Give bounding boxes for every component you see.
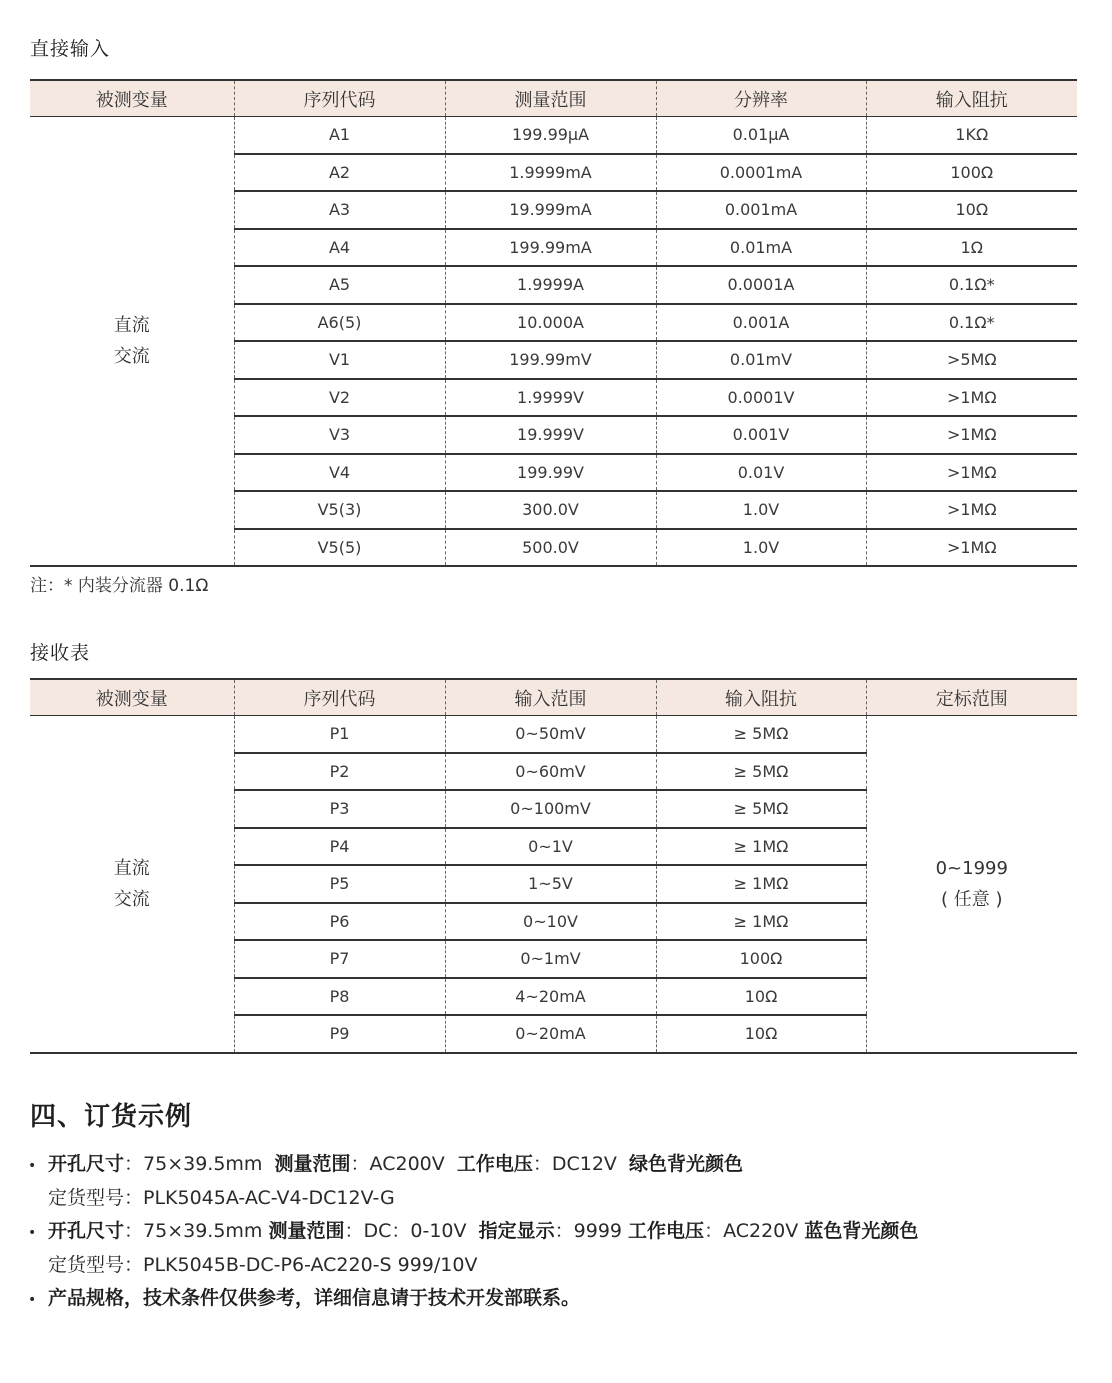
table-cell: 0.1Ω* xyxy=(866,266,1077,304)
table-cell: 0.01mV xyxy=(656,341,866,379)
table-cell: 0.01mA xyxy=(656,229,866,267)
direct-input-table xyxy=(30,79,1077,567)
table-cell: 0.01V xyxy=(656,454,866,492)
group-label-ac: 交流 xyxy=(113,888,150,910)
calibration-range-value: 0~1999 xyxy=(935,857,1008,879)
table-cell: V2 xyxy=(234,379,445,417)
table-cell: 0.001A xyxy=(656,304,866,342)
bullet-icon: • xyxy=(28,1225,37,1241)
header-cell: 分辨率 xyxy=(656,80,866,117)
table-cell: 0.001V xyxy=(656,416,866,454)
group-label-dc: 直流 xyxy=(113,315,150,336)
table-cell: A3 xyxy=(234,191,445,229)
ordering-example-heading: 四、订货示例 xyxy=(30,1102,193,1132)
table-cell: 10Ω xyxy=(656,978,866,1016)
backlight-color: 蓝色背光颜色 xyxy=(804,1220,919,1242)
order-model-number: 定货型号：PLK5045A-AC-V4-DC12V-G xyxy=(48,1186,395,1209)
supply-voltage-label: 工作电压 xyxy=(628,1220,705,1242)
ordering-examples xyxy=(28,1148,918,1316)
order-example-1-model xyxy=(28,1182,918,1216)
table-cell: 0~1V xyxy=(445,828,656,866)
table-cell: >1MΩ xyxy=(866,379,1077,417)
bullet-icon: • xyxy=(28,1158,37,1174)
table-cell: ≥ 5MΩ xyxy=(656,753,866,791)
table-cell: V5(5) xyxy=(234,529,445,567)
table-cell: 1.9999V xyxy=(445,379,656,417)
header-cell: 被测变量 xyxy=(30,80,234,117)
header-cell: 输入阻抗 xyxy=(656,679,866,716)
table-cell: >1MΩ xyxy=(866,454,1077,492)
header-cell: 定标范围 xyxy=(866,679,1077,716)
table-cell: 0.0001V xyxy=(656,379,866,417)
table-cell: 4~20mA xyxy=(445,978,656,1016)
table-cell: 10Ω xyxy=(866,191,1077,229)
order-example-2-specs xyxy=(28,1215,918,1249)
table-cell: 0~100mV xyxy=(445,790,656,828)
table-cell: 500.0V xyxy=(445,529,656,567)
table-cell: 0~60mV xyxy=(445,753,656,791)
table-cell: 1KΩ xyxy=(866,117,1077,154)
table-header-row xyxy=(30,80,1077,117)
display-label: 指定显示 xyxy=(478,1220,555,1242)
table-cell: V4 xyxy=(234,454,445,492)
measured-variable-cell xyxy=(30,117,234,567)
direct-input-title: 直接输入 xyxy=(30,38,111,60)
table-cell: A6(5) xyxy=(234,304,445,342)
table-header-row xyxy=(30,679,1077,716)
table-cell: P1 xyxy=(234,716,445,753)
table-cell: A2 xyxy=(234,154,445,192)
measured-variable-cell xyxy=(30,716,234,1053)
table-cell: >1MΩ xyxy=(866,491,1077,529)
order-example-1-specs xyxy=(28,1148,918,1182)
table-cell: ≥ 1MΩ xyxy=(656,865,866,903)
table-cell: 1.9999mA xyxy=(445,154,656,192)
table-cell: 19.999mA xyxy=(445,191,656,229)
backlight-color: 绿色背光颜色 xyxy=(629,1153,744,1175)
supply-voltage-label: 工作电压 xyxy=(456,1153,533,1175)
shunt-note: 注：* 内装分流器 0.1Ω xyxy=(30,576,209,596)
header-cell: 输入范围 xyxy=(445,679,656,716)
calibration-range-note: ( 任意 ) xyxy=(941,888,1003,910)
table-cell: V1 xyxy=(234,341,445,379)
table-cell: 1~5V xyxy=(445,865,656,903)
table-cell: P5 xyxy=(234,865,445,903)
hole-size-value: ：75×39.5mm xyxy=(124,1153,263,1175)
table-cell: ≥ 5MΩ xyxy=(656,790,866,828)
table-cell: 300.0V xyxy=(445,491,656,529)
table-cell: P6 xyxy=(234,903,445,941)
bullet-icon: • xyxy=(28,1292,37,1308)
header-cell: 测量范围 xyxy=(445,80,656,117)
table-cell: 0~10V xyxy=(445,903,656,941)
table-cell: ≥ 5MΩ xyxy=(656,716,866,753)
table-cell: 0.1Ω* xyxy=(866,304,1077,342)
table-cell: 100Ω xyxy=(656,940,866,978)
supply-voltage-value: ：DC12V xyxy=(532,1153,617,1175)
table-row xyxy=(30,716,1077,753)
receiver-title: 接收表 xyxy=(30,642,91,664)
table-cell: 10Ω xyxy=(656,1015,866,1053)
table-cell: 199.99mA xyxy=(445,229,656,267)
table-cell: >1MΩ xyxy=(866,529,1077,567)
table-cell: 0~50mV xyxy=(445,716,656,753)
table-cell: 0~20mA xyxy=(445,1015,656,1053)
table-cell: P9 xyxy=(234,1015,445,1053)
hole-size-value: ：75×39.5mm xyxy=(124,1220,263,1242)
order-example-2-model xyxy=(28,1249,918,1283)
table-row xyxy=(30,117,1077,154)
group-label-dc: 直流 xyxy=(113,857,150,879)
table-cell: 0.001mA xyxy=(656,191,866,229)
table-cell: 1.0V xyxy=(656,491,866,529)
table-cell: ≥ 1MΩ xyxy=(656,903,866,941)
supply-voltage-value: ：AC220V xyxy=(704,1220,799,1242)
table-cell: V5(3) xyxy=(234,491,445,529)
calibration-range-cell xyxy=(866,716,1077,1053)
range-label: 测量范围 xyxy=(268,1220,345,1242)
hole-size-label: 开孔尺寸 xyxy=(48,1153,125,1175)
header-cell: 序列代码 xyxy=(234,679,445,716)
range-label: 测量范围 xyxy=(274,1153,351,1175)
table-cell: 0.0001mA xyxy=(656,154,866,192)
table-cell: 10.000A xyxy=(445,304,656,342)
table-cell: >5MΩ xyxy=(866,341,1077,379)
header-cell: 被测变量 xyxy=(30,679,234,716)
hole-size-label: 开孔尺寸 xyxy=(48,1220,125,1242)
table-cell: 0.01μA xyxy=(656,117,866,154)
table-cell: P2 xyxy=(234,753,445,791)
table-cell: P7 xyxy=(234,940,445,978)
remark-text: 产品规格，技术条件仅供参考，详细信息请于技术开发部联系。 xyxy=(48,1287,581,1309)
header-cell: 序列代码 xyxy=(234,80,445,117)
table-cell: 1Ω xyxy=(866,229,1077,267)
table-cell: 19.999V xyxy=(445,416,656,454)
table-cell: 100Ω xyxy=(866,154,1077,192)
range-value: ：AC200V xyxy=(350,1153,445,1175)
table-cell: 0.0001A xyxy=(656,266,866,304)
table-cell: P3 xyxy=(234,790,445,828)
header-cell: 输入阻抗 xyxy=(866,80,1077,117)
table-cell: ≥ 1MΩ xyxy=(656,828,866,866)
display-value: ：9999 xyxy=(554,1220,622,1242)
table-cell: 199.99V xyxy=(445,454,656,492)
table-cell: 1.9999A xyxy=(445,266,656,304)
table-cell: A5 xyxy=(234,266,445,304)
table-cell: A1 xyxy=(234,117,445,154)
table-cell: 1.0V xyxy=(656,529,866,567)
table-cell: >1MΩ xyxy=(866,416,1077,454)
spec-remark xyxy=(28,1282,918,1316)
table-cell: P8 xyxy=(234,978,445,1016)
receiver-table xyxy=(30,678,1077,1054)
range-value: ：DC：0-10V xyxy=(344,1220,467,1242)
table-cell: 0~1mV xyxy=(445,940,656,978)
table-cell: 199.99mV xyxy=(445,341,656,379)
table-cell: 199.99μA xyxy=(445,117,656,154)
group-label-ac: 交流 xyxy=(113,346,150,367)
table-cell: A4 xyxy=(234,229,445,267)
table-cell: V3 xyxy=(234,416,445,454)
order-model-number: 定货型号：PLK5045B-DC-P6-AC220-S 999/10V xyxy=(48,1253,478,1276)
table-cell: P4 xyxy=(234,828,445,866)
